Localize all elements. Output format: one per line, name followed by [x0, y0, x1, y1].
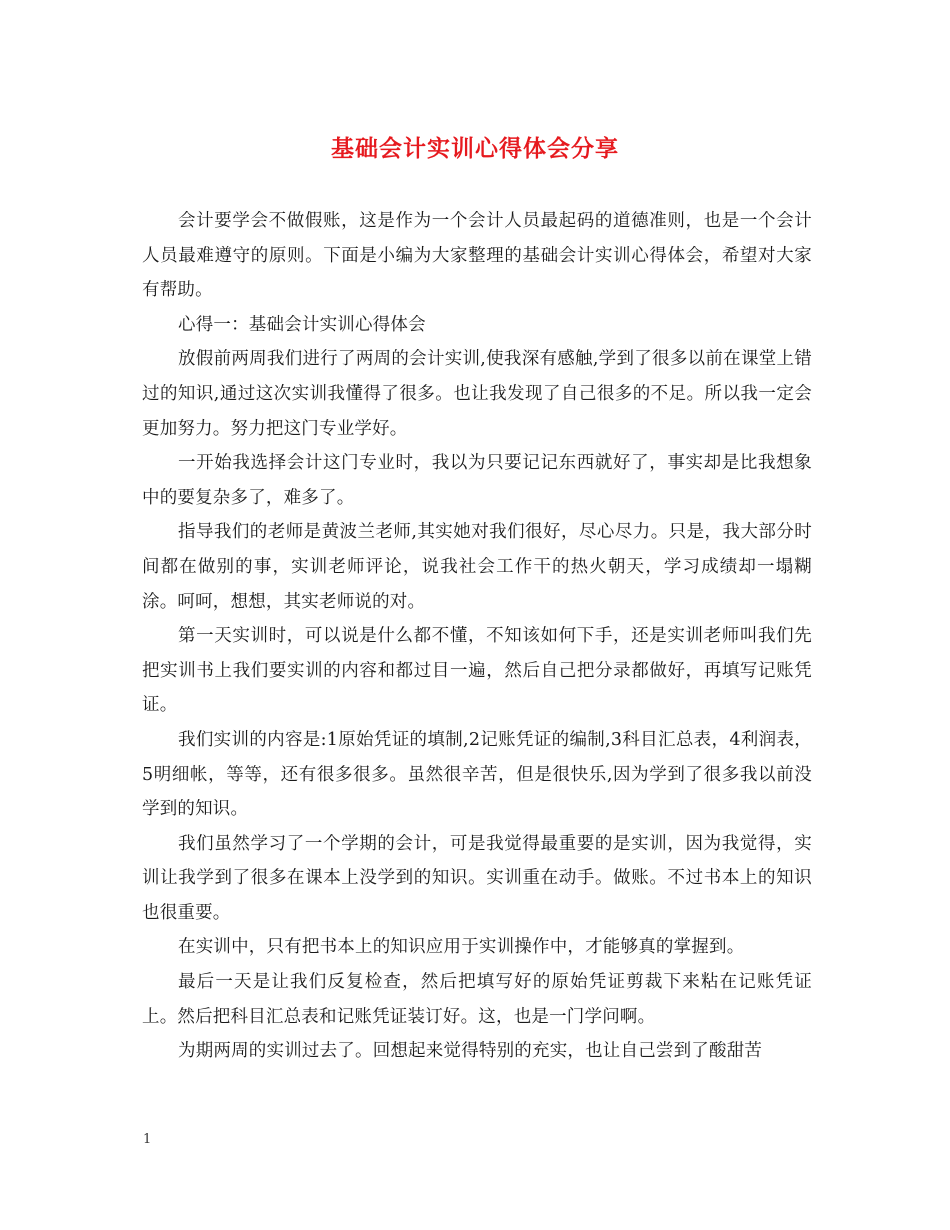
document-body — [142, 204, 812, 1069]
paragraph: 在实训中，只有把书本上的知识应用于实训操作中，才能够真的掌握到。 — [178, 937, 745, 958]
document-title: 基础会计实训心得体会分享 — [331, 135, 619, 162]
paragraph: 我们虽然学习了一个学期的会计，可是我觉得最重要的是实训，因为我觉得，实训让我学到了很多在课本上没学到的知识。实训重在动手。做账。不过书本上的知识也很重要。 — [142, 833, 812, 923]
paragraph: 指导我们的老师是黄波兰老师,其实她对我们很好，尽心尽力。只是，我大部分时间都在做别的事，实训老师评论，说我社会工作干的热火朝天，学习成绩却一塌糊涂。呵呵，想想，其实老师说的对。 — [142, 522, 812, 612]
paragraph: 放假前两周我们进行了两周的会计实训,使我深有感触,学到了很多以前在课堂上错过的知识,通过这次实训我懂得了很多。也让我发现了自己很多的不足。所以我一定会更加努力。努力把这门专业学好。 — [142, 349, 812, 439]
section-heading: 心得一：基础会计实训心得体会 — [178, 314, 426, 335]
paragraph-intro: 会计要学会不做假账，这是作为一个会计人员最起码的道德准则，也是一个会计人员最难遵守的原则。下面是小编为大家整理的基础会计实训心得体会，希望对大家有帮助。 — [142, 211, 812, 301]
paragraph: 为期两周的实训过去了。回想起来觉得特别的充实，也让自己尝到了酸甜苦 — [178, 1041, 763, 1062]
page-number: 1 — [143, 1132, 152, 1147]
paragraph: 第一天实训时，可以说是什么都不懂，不知该如何下手，还是实训老师叫我们先把实训书上我们要实训的内容和都过目一遍，然后自己把分录都做好，再填写记账凭证。 — [142, 626, 812, 716]
paragraph: 我们实训的内容是:1原始凭证的填制,2记账凭证的编制,3科目汇总表，4利润表，5明细帐，等等，还有很多很多。虽然很辛苦，但是很快乐,因为学到了很多我以前没学到的知识。 — [142, 729, 812, 820]
paragraph: 最后一天是让我们反复检查，然后把填写好的原始凭证剪裁下来粘在记账凭证上。然后把科目汇总表和记账凭证装订好。这，也是一门学问啊。 — [142, 972, 812, 1027]
paragraph: 一开始我选择会计这门专业时，我以为只要记记东西就好了，事实却是比我想象中的要复杂多了，难多了。 — [142, 453, 812, 508]
